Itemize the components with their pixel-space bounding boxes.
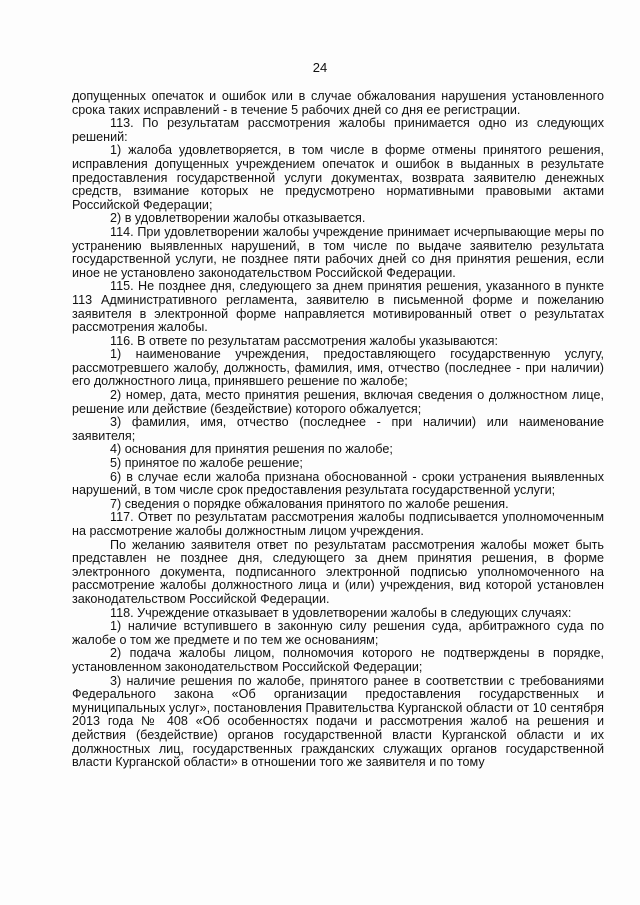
- paragraph-115: 115. Не позднее дня, следующего за днем принятия решения, указанного в пункте 113 Административного регламента, заявителю в письменной форме и пожеланию заявителя в электронной форме направляется мотивированный ответ о результатах рассмотрения жалобы.: [72, 279, 604, 335]
- paragraph-114: 114. При удовлетворении жалобы учреждение принимает исчерпывающие меры по устранению выявленных нарушений, в том числе по выдаче заявителю результата государственной услуги, не позднее пяти рабочих дней со дня принятия решения, если иное не установлено законодательством Российской Федерации.: [72, 224, 604, 280]
- paragraph-116-item-6: 6) в случае если жалоба признана обоснованной - сроки устранения выявленных нарушений, в том числе срок предоставления результата государственной услуги;: [72, 469, 604, 498]
- paragraph-116-item-4: 4) основания для принятия решения по жалобе;: [110, 442, 393, 457]
- paragraph-118-item-3: 3) наличие решения по жалобе, принятого ранее в соответствии с требованиями Федерального закона «Об организации предоставления государственных и муниципальных услуг», постановления Правительства Курганской области от 10 сентября 2013 года № 408 «Об особенностях подачи и рассмотрения жалоб на решения и действия (бездействие) органов государственной власти Курганской области и их должностных лиц, государственных гражданских служащих органов государственной власти Курганской области» в отношении того же заявителя и по тому: [72, 673, 604, 770]
- paragraph-113-item-1: 1) жалоба удовлетворяется, в том числе в форме отмены принятого решения, исправления допущенных учреждением опечаток и ошибок в выданных в результате предоставления государственной услуги документах, возврата заявителю денежных средств, взимание которых не предусмотрено нормативными правовыми актами Российской Федерации;: [72, 143, 604, 212]
- paragraph-116-item-3: 3) фамилия, имя, отчество (последнее - при наличии) или наименование заявителя;: [72, 415, 604, 443]
- paragraph-117: 117. Ответ по результатам рассмотрения жалобы подписывается уполномоченным на рассмотрение жалобы должностным лицом учреждения.: [72, 510, 604, 538]
- paragraph-116-item-5: 5) принятое по жалобе решение;: [110, 456, 303, 471]
- paragraph-116-item-2: 2) номер, дата, место принятия решения, включая сведения о должностном лице, решение или действие (бездействие) которого обжалуется;: [72, 388, 604, 416]
- paragraph-118-item-2: 2) подача жалобы лицом, полномочия которого не подтверждены в порядке, установленном законодательством Российской Федерации;: [72, 646, 604, 674]
- paragraph-118: 118. Учреждение отказывает в удовлетворении жалобы в следующих случаях:: [110, 605, 572, 620]
- paragraph-113-item-2: 2) в удовлетворении жалобы отказывается.: [110, 211, 366, 226]
- paragraph-113: 113. По результатам рассмотрения жалобы принимается одно из следующих решений:: [72, 116, 604, 144]
- paragraph-117-electronic: По желанию заявителя ответ по результатам рассмотрения жалобы может быть представлен не позднее дня, следующего за днем принятия решения, в форме электронного документа, подписанного электронной подписью уполномоченного на рассмотрение жалобы должностного лица и (или) учреждения, вид которой установлен законодательством Российской Федерации.: [72, 537, 604, 606]
- paragraph-116: 116. В ответе по результатам рассмотрения жалобы указываются:: [110, 333, 498, 348]
- paragraph-116-item-7: 7) сведения о порядке обжалования принятого по жалобе решения.: [110, 496, 509, 511]
- paragraph-116-item-1: 1) наименование учреждения, предоставляющего государственную услугу, рассмотревшего жалобу, должность, фамилия, имя, отчество (последнее - при наличии) его должностного лица, принявшего решение по жалобе;: [72, 347, 604, 389]
- paragraph-118-item-1: 1) наличие вступившего в законную силу решения суда, арбитражного суда по жалобе о том же предмете и по тем же основаниям;: [72, 619, 604, 647]
- document-body: [72, 90, 604, 770]
- page-number: 24: [312, 60, 328, 75]
- paragraph-continuation: допущенных опечаток и ошибок или в случае обжалования нарушения установленного срока таких исправлений - в течение 5 рабочих дней со дня ее регистрации.: [72, 89, 604, 117]
